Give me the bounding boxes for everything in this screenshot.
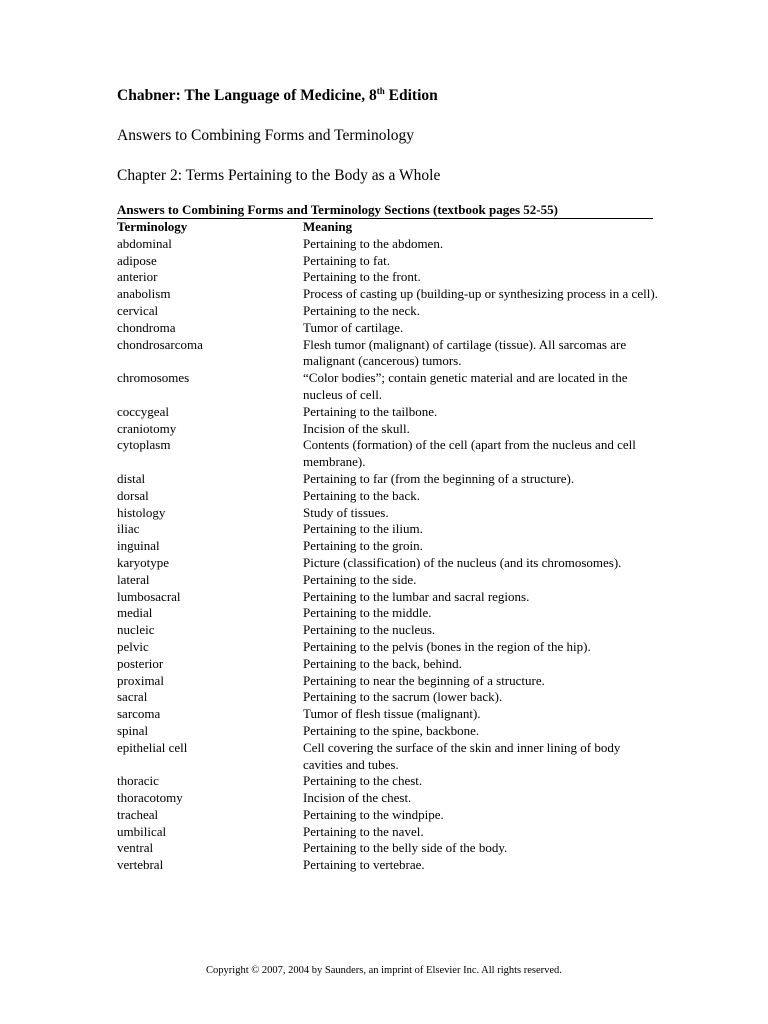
term-cell: chromosomes: [117, 370, 190, 386]
term-cell: chondrosarcoma: [117, 336, 203, 352]
meaning-cell: Cell covering the surface of the skin and inner lining of body cavities and tubes.: [303, 739, 621, 772]
table-row: [117, 521, 658, 538]
term-cell: histology: [117, 504, 166, 520]
meaning-cell: Pertaining to fat.: [303, 252, 391, 268]
term-cell: adipose: [117, 252, 157, 268]
term-cell: epithelial cell: [117, 739, 188, 755]
meaning-cell: Pertaining to the nucleus.: [303, 622, 436, 638]
term-cell: medial: [117, 605, 153, 621]
term-cell: coccygeal: [117, 403, 169, 419]
term-cell: ventral: [117, 840, 154, 856]
meaning-cell: Process of casting up (building-up or synthesizing process in a cell).: [303, 286, 658, 302]
term-cell: sarcoma: [117, 706, 161, 722]
table-row: [117, 303, 658, 320]
term-cell: craniotomy: [117, 420, 177, 436]
table-row: [117, 723, 658, 740]
table-row: [117, 656, 658, 673]
meaning-cell: Pertaining to far (from the beginning of a structure).: [303, 470, 575, 486]
meaning-cell: Pertaining to the sacrum (lower back).: [303, 689, 503, 705]
table-row: [117, 572, 658, 589]
term-cell: chondroma: [117, 319, 176, 335]
meaning-cell: Pertaining to near the beginning of a structure.: [303, 672, 545, 688]
meaning-cell: Pertaining to the groin.: [303, 538, 423, 554]
term-cell: thoracic: [117, 773, 159, 789]
meaning-cell: Picture (classification) of the nucleus (and its chromosomes).: [303, 554, 622, 570]
table-row: [117, 605, 658, 622]
table-row: [117, 253, 658, 270]
meaning-cell: Pertaining to the neck.: [303, 302, 420, 318]
meaning-cell: “Color bodies”; contain genetic material and are located in the nucleus of cell.: [303, 370, 628, 402]
column-header-meaning: Meaning: [303, 219, 353, 234]
table-row: [117, 840, 658, 857]
book-title-text: Chabner: The Language of Medicine, 8: [117, 87, 377, 104]
table-row: [117, 437, 658, 471]
meaning-cell: Incision of the chest.: [303, 790, 412, 806]
document-subtitle: Answers to Combining Forms and Terminology: [117, 127, 414, 144]
meaning-cell: Pertaining to the side.: [303, 571, 417, 587]
table-row: [117, 320, 658, 337]
term-cell: distal: [117, 470, 146, 486]
table-row: [117, 639, 658, 656]
meaning-cell: Pertaining to the middle.: [303, 605, 432, 621]
table-row: [117, 589, 658, 606]
table-row: [117, 269, 658, 286]
table-row: [117, 706, 658, 723]
term-cell: sacral: [117, 689, 148, 705]
term-cell: cervical: [117, 302, 159, 318]
term-cell: vertebral: [117, 857, 164, 873]
chapter-heading: Chapter 2: Terms Pertaining to the Body as a Whole: [117, 167, 441, 184]
table-row: [117, 538, 658, 555]
table-row: [117, 286, 658, 303]
term-cell: pelvic: [117, 638, 149, 654]
meaning-cell: Pertaining to the ilium.: [303, 521, 423, 537]
table-row: [117, 488, 658, 505]
meaning-cell: Tumor of cartilage.: [303, 319, 404, 335]
table-row: [117, 673, 658, 690]
term-cell: iliac: [117, 521, 140, 537]
book-title: [117, 87, 438, 105]
meaning-cell: Tumor of flesh tissue (malignant).: [303, 706, 481, 722]
meaning-cell: Pertaining to the back.: [303, 487, 420, 503]
meaning-cell: Contents (formation) of the cell (apart from the nucleus and cell membrane).: [303, 437, 636, 470]
meaning-cell: Pertaining to the chest.: [303, 773, 423, 789]
table-row: [117, 622, 658, 639]
meaning-cell: Study of tissues.: [303, 504, 389, 520]
meaning-cell: Pertaining to the front.: [303, 269, 421, 285]
section-title: Answers to Combining Forms and Terminology Sections (textbook pages 52-55): [117, 202, 653, 219]
term-cell: tracheal: [117, 806, 159, 822]
table-row: [117, 421, 658, 438]
term-cell: cytoplasm: [117, 437, 171, 453]
table-row: [117, 773, 658, 790]
table-row: [117, 404, 658, 421]
meaning-cell: Pertaining to the navel.: [303, 823, 424, 839]
edition-suffix: th: [376, 85, 385, 96]
terminology-table: [117, 219, 658, 874]
table-row: [117, 236, 658, 253]
table-row: [117, 790, 658, 807]
term-cell: abdominal: [117, 235, 172, 251]
table-header-row: [117, 219, 658, 236]
term-cell: thoracotomy: [117, 790, 183, 806]
term-cell: karyotype: [117, 554, 169, 570]
term-cell: lumbosacral: [117, 588, 181, 604]
term-cell: anabolism: [117, 286, 171, 302]
table-row: [117, 555, 658, 572]
terminology-table-body: [117, 236, 658, 874]
edition-word: Edition: [384, 87, 438, 104]
table-row: [117, 857, 658, 874]
meaning-cell: Pertaining to the pelvis (bones in the region of the hip).: [303, 638, 591, 654]
table-row: [117, 824, 658, 841]
meaning-cell: Flesh tumor (malignant) of cartilage (tissue). All sarcomas are malignant (cancerous) tumors.: [303, 336, 627, 369]
table-row: [117, 689, 658, 706]
meaning-cell: Pertaining to the spine, backbone.: [303, 722, 480, 738]
table-row: [117, 740, 658, 774]
meaning-cell: Pertaining to the windpipe.: [303, 806, 444, 822]
meaning-cell: Pertaining to the belly side of the body.: [303, 840, 508, 856]
column-header-terminology: Terminology: [117, 219, 188, 234]
term-cell: posterior: [117, 655, 164, 671]
table-row: [117, 505, 658, 522]
table-row: [117, 337, 658, 371]
meaning-cell: Pertaining to the lumbar and sacral regions.: [303, 588, 530, 604]
copyright-footer: Copyright © 2007, 2004 by Saunders, an imprint of Elsevier Inc. All rights reserved.: [206, 965, 562, 976]
table-row: [117, 807, 658, 824]
term-cell: spinal: [117, 722, 149, 738]
meaning-cell: Incision of the skull.: [303, 420, 410, 436]
meaning-cell: Pertaining to the back, behind.: [303, 655, 462, 671]
meaning-cell: Pertaining to the tailbone.: [303, 403, 438, 419]
term-cell: inguinal: [117, 538, 160, 554]
term-cell: nucleic: [117, 622, 155, 638]
meaning-cell: Pertaining to the abdomen.: [303, 235, 444, 251]
term-cell: umbilical: [117, 823, 167, 839]
term-cell: proximal: [117, 672, 164, 688]
term-cell: anterior: [117, 269, 158, 285]
term-cell: lateral: [117, 571, 150, 587]
table-row: [117, 370, 658, 404]
term-cell: dorsal: [117, 487, 149, 503]
table-row: [117, 471, 658, 488]
meaning-cell: Pertaining to vertebrae.: [303, 857, 425, 873]
